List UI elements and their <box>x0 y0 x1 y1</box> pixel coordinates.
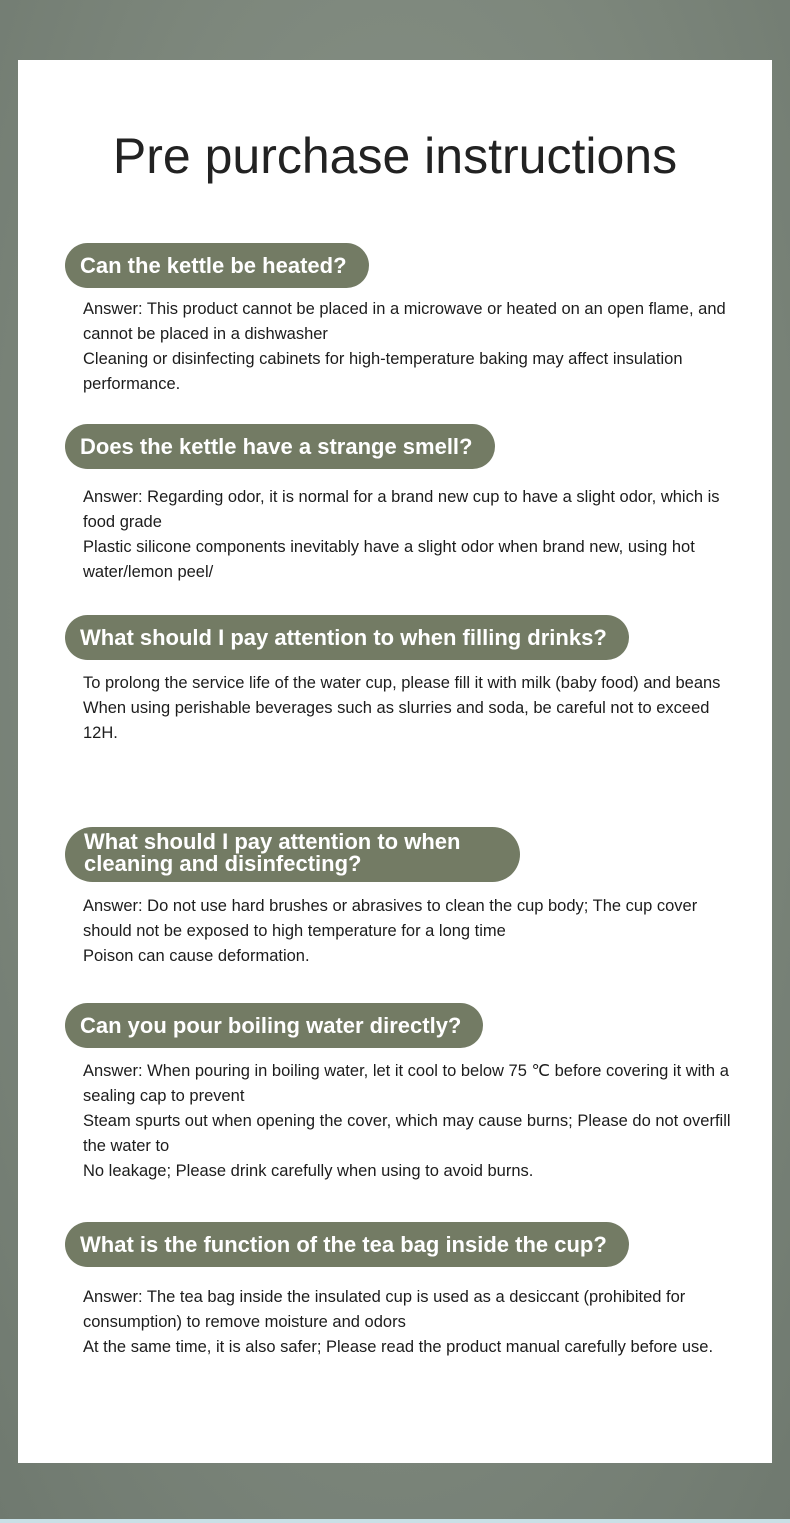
answer-line: Answer: When pouring in boiling water, let it cool to below 75 ℃ before covering it with a sealing cap to prevent <box>83 1062 729 1105</box>
answer-line: Poison can cause deformation. <box>83 947 310 965</box>
faq-item-strange-smell <box>65 424 745 585</box>
answer-line: Answer: Regarding odor, it is normal for a brand new cup to have a slight odor, which is food grade <box>83 488 720 531</box>
answer-line: Steam spurts out when opening the cover, which may cause burns; Please do not overfill the water to <box>83 1112 731 1155</box>
answer-line: When using perishable beverages such as slurries and soda, be careful not to exceed 12H. <box>83 699 710 742</box>
question-label: What should I pay attention to when filling drinks? <box>65 615 629 660</box>
answer-text <box>83 1059 735 1184</box>
answer-line: Answer: Do not use hard brushes or abrasives to clean the cup body; The cup cover should not be exposed to high temperature for a long time <box>83 897 698 940</box>
answer-line: Answer: This product cannot be placed in a microwave or heated on an open flame, and cannot be placed in a dishwasher <box>83 300 726 343</box>
answer-text <box>83 894 735 969</box>
answer-line: Plastic silicone components inevitably have a slight odor when brand new, using hot water/lemon peel/ <box>83 538 695 581</box>
faq-item-kettle-heated <box>65 243 745 397</box>
answer-line: No leakage; Please drink carefully when using to avoid burns. <box>83 1162 534 1180</box>
answer-line: To prolong the service life of the water cup, please fill it with milk (baby food) and beans <box>83 674 721 692</box>
faq-item-tea-bag <box>65 1222 745 1360</box>
question-label: What should I pay attention to when cleaning and disinfecting? <box>65 827 520 882</box>
question-label: What is the function of the tea bag inside the cup? <box>65 1222 629 1267</box>
faq-item-filling-drinks <box>65 615 745 746</box>
question-label: Can you pour boiling water directly? <box>65 1003 483 1048</box>
answer-text <box>83 297 735 397</box>
answer-text <box>83 485 735 585</box>
answer-text <box>83 1285 735 1360</box>
faq-item-boiling-water <box>65 1003 745 1184</box>
faq-item-cleaning-disinfecting <box>65 827 745 969</box>
answer-text <box>83 671 735 746</box>
bottom-edge-line <box>0 1519 790 1523</box>
page-title: Pre purchase instructions <box>112 128 678 184</box>
answer-line: Cleaning or disinfecting cabinets for high-temperature baking may affect insulation performance. <box>83 350 683 393</box>
answer-line: At the same time, it is also safer; Please read the product manual carefully before use. <box>83 1338 714 1356</box>
question-label: Does the kettle have a strange smell? <box>65 424 495 469</box>
question-label: Can the kettle be heated? <box>65 243 369 288</box>
answer-line: Answer: The tea bag inside the insulated cup is used as a desiccant (prohibited for consumption) to remove moisture and odors <box>83 1288 686 1331</box>
